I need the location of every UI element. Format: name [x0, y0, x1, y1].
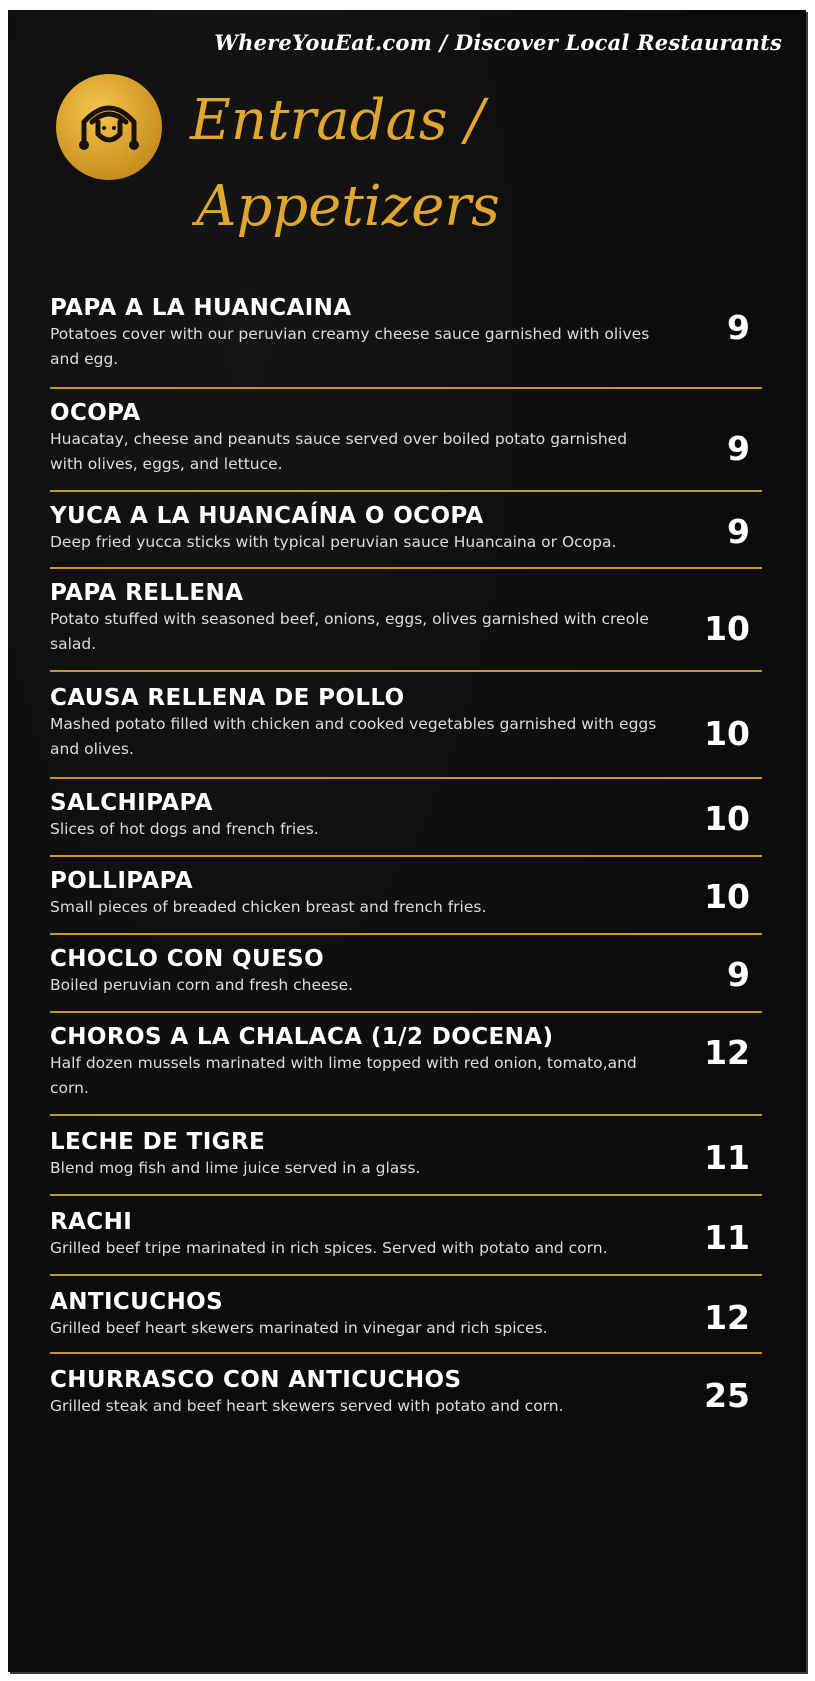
item-price: 11 [704, 1138, 750, 1177]
item-name: CAUSA RELLENA DE POLLO [50, 685, 405, 711]
item-description: Blend mog fish and lime juice served in a glass. [50, 1159, 421, 1177]
menu-item [50, 1116, 762, 1196]
item-name: CHOCLO CON QUESO [50, 946, 325, 972]
item-description: Half dozen mussels marinated with lime topped with red onion, tomato,and corn. [50, 1054, 637, 1097]
item-description: Grilled beef heart skewers marinated in vinegar and rich spices. [50, 1319, 548, 1337]
menu-item [50, 1354, 762, 1424]
item-name: LECHE DE TIGRE [50, 1129, 266, 1155]
menu-item [50, 492, 762, 569]
menu-item [50, 1013, 762, 1116]
item-price: 12 [704, 1033, 750, 1072]
item-description: Mashed potato filled with chicken and cooked vegetables garnished with eggs and olives. [50, 715, 657, 758]
menu-item [50, 389, 762, 492]
item-price: 10 [704, 877, 750, 916]
item-description: Small pieces of breaded chicken breast and french fries. [50, 898, 487, 916]
item-name: POLLIPAPA [50, 868, 193, 894]
menu-item [50, 1276, 762, 1354]
item-description: Grilled steak and beef heart skewers served with potato and corn. [50, 1397, 564, 1415]
item-price: 12 [704, 1298, 750, 1337]
title-line-2: Appetizers [196, 174, 500, 239]
item-price: 25 [704, 1376, 750, 1415]
item-description: Potatoes cover with our peruvian creamy cheese sauce garnished with olives and egg. [50, 325, 650, 368]
item-name: PAPA RELLENA [50, 580, 244, 606]
item-description: Grilled beef tripe marinated in rich spices. Served with potato and corn. [50, 1239, 608, 1257]
item-name: YUCA A LA HUANCAÍNA O OCOPA [50, 503, 484, 529]
menu-item [50, 935, 762, 1013]
item-description: Boiled peruvian corn and fresh cheese. [50, 976, 354, 994]
item-name: RACHI [50, 1209, 133, 1235]
menu-page [8, 10, 806, 1672]
item-name: CHURRASCO CON ANTICUCHOS [50, 1367, 462, 1393]
menu-item [50, 290, 762, 389]
item-name: PAPA A LA HUANCAINA [50, 295, 352, 321]
item-price: 9 [727, 955, 750, 994]
menu-list [50, 290, 762, 1424]
item-description: Deep fried yucca sticks with typical peruvian sauce Huancaina or Ocopa. [50, 533, 617, 551]
item-price: 9 [727, 512, 750, 551]
watermark: WhereYouEat.com / Discover Local Restaurants [214, 30, 782, 55]
item-name: SALCHIPAPA [50, 790, 213, 816]
item-price: 10 [704, 714, 750, 753]
item-name: OCOPA [50, 400, 141, 426]
item-price: 9 [727, 429, 750, 468]
menu-item [50, 779, 762, 857]
inca-mask-icon [54, 72, 164, 182]
item-description: Huacatay, cheese and peanuts sauce served over boiled potato garnished with olives, eggs, and lettuce. [50, 430, 628, 473]
item-price: 11 [704, 1218, 750, 1257]
menu-item [50, 569, 762, 672]
item-price: 10 [704, 609, 750, 648]
page-title [190, 78, 500, 250]
item-description: Slices of hot dogs and french fries. [50, 820, 319, 838]
item-price: 10 [704, 799, 750, 838]
item-description: Potato stuffed with seasoned beef, onions, eggs, olives garnished with creole salad. [50, 610, 649, 653]
menu-item [50, 857, 762, 935]
item-price: 9 [727, 308, 750, 347]
item-name: CHOROS A LA CHALACA (1/2 DOCENA) [50, 1024, 554, 1050]
menu-item [50, 672, 762, 779]
menu-item [50, 1196, 762, 1276]
title-line-1: Entradas / [190, 88, 485, 153]
item-name: ANTICUCHOS [50, 1289, 224, 1315]
